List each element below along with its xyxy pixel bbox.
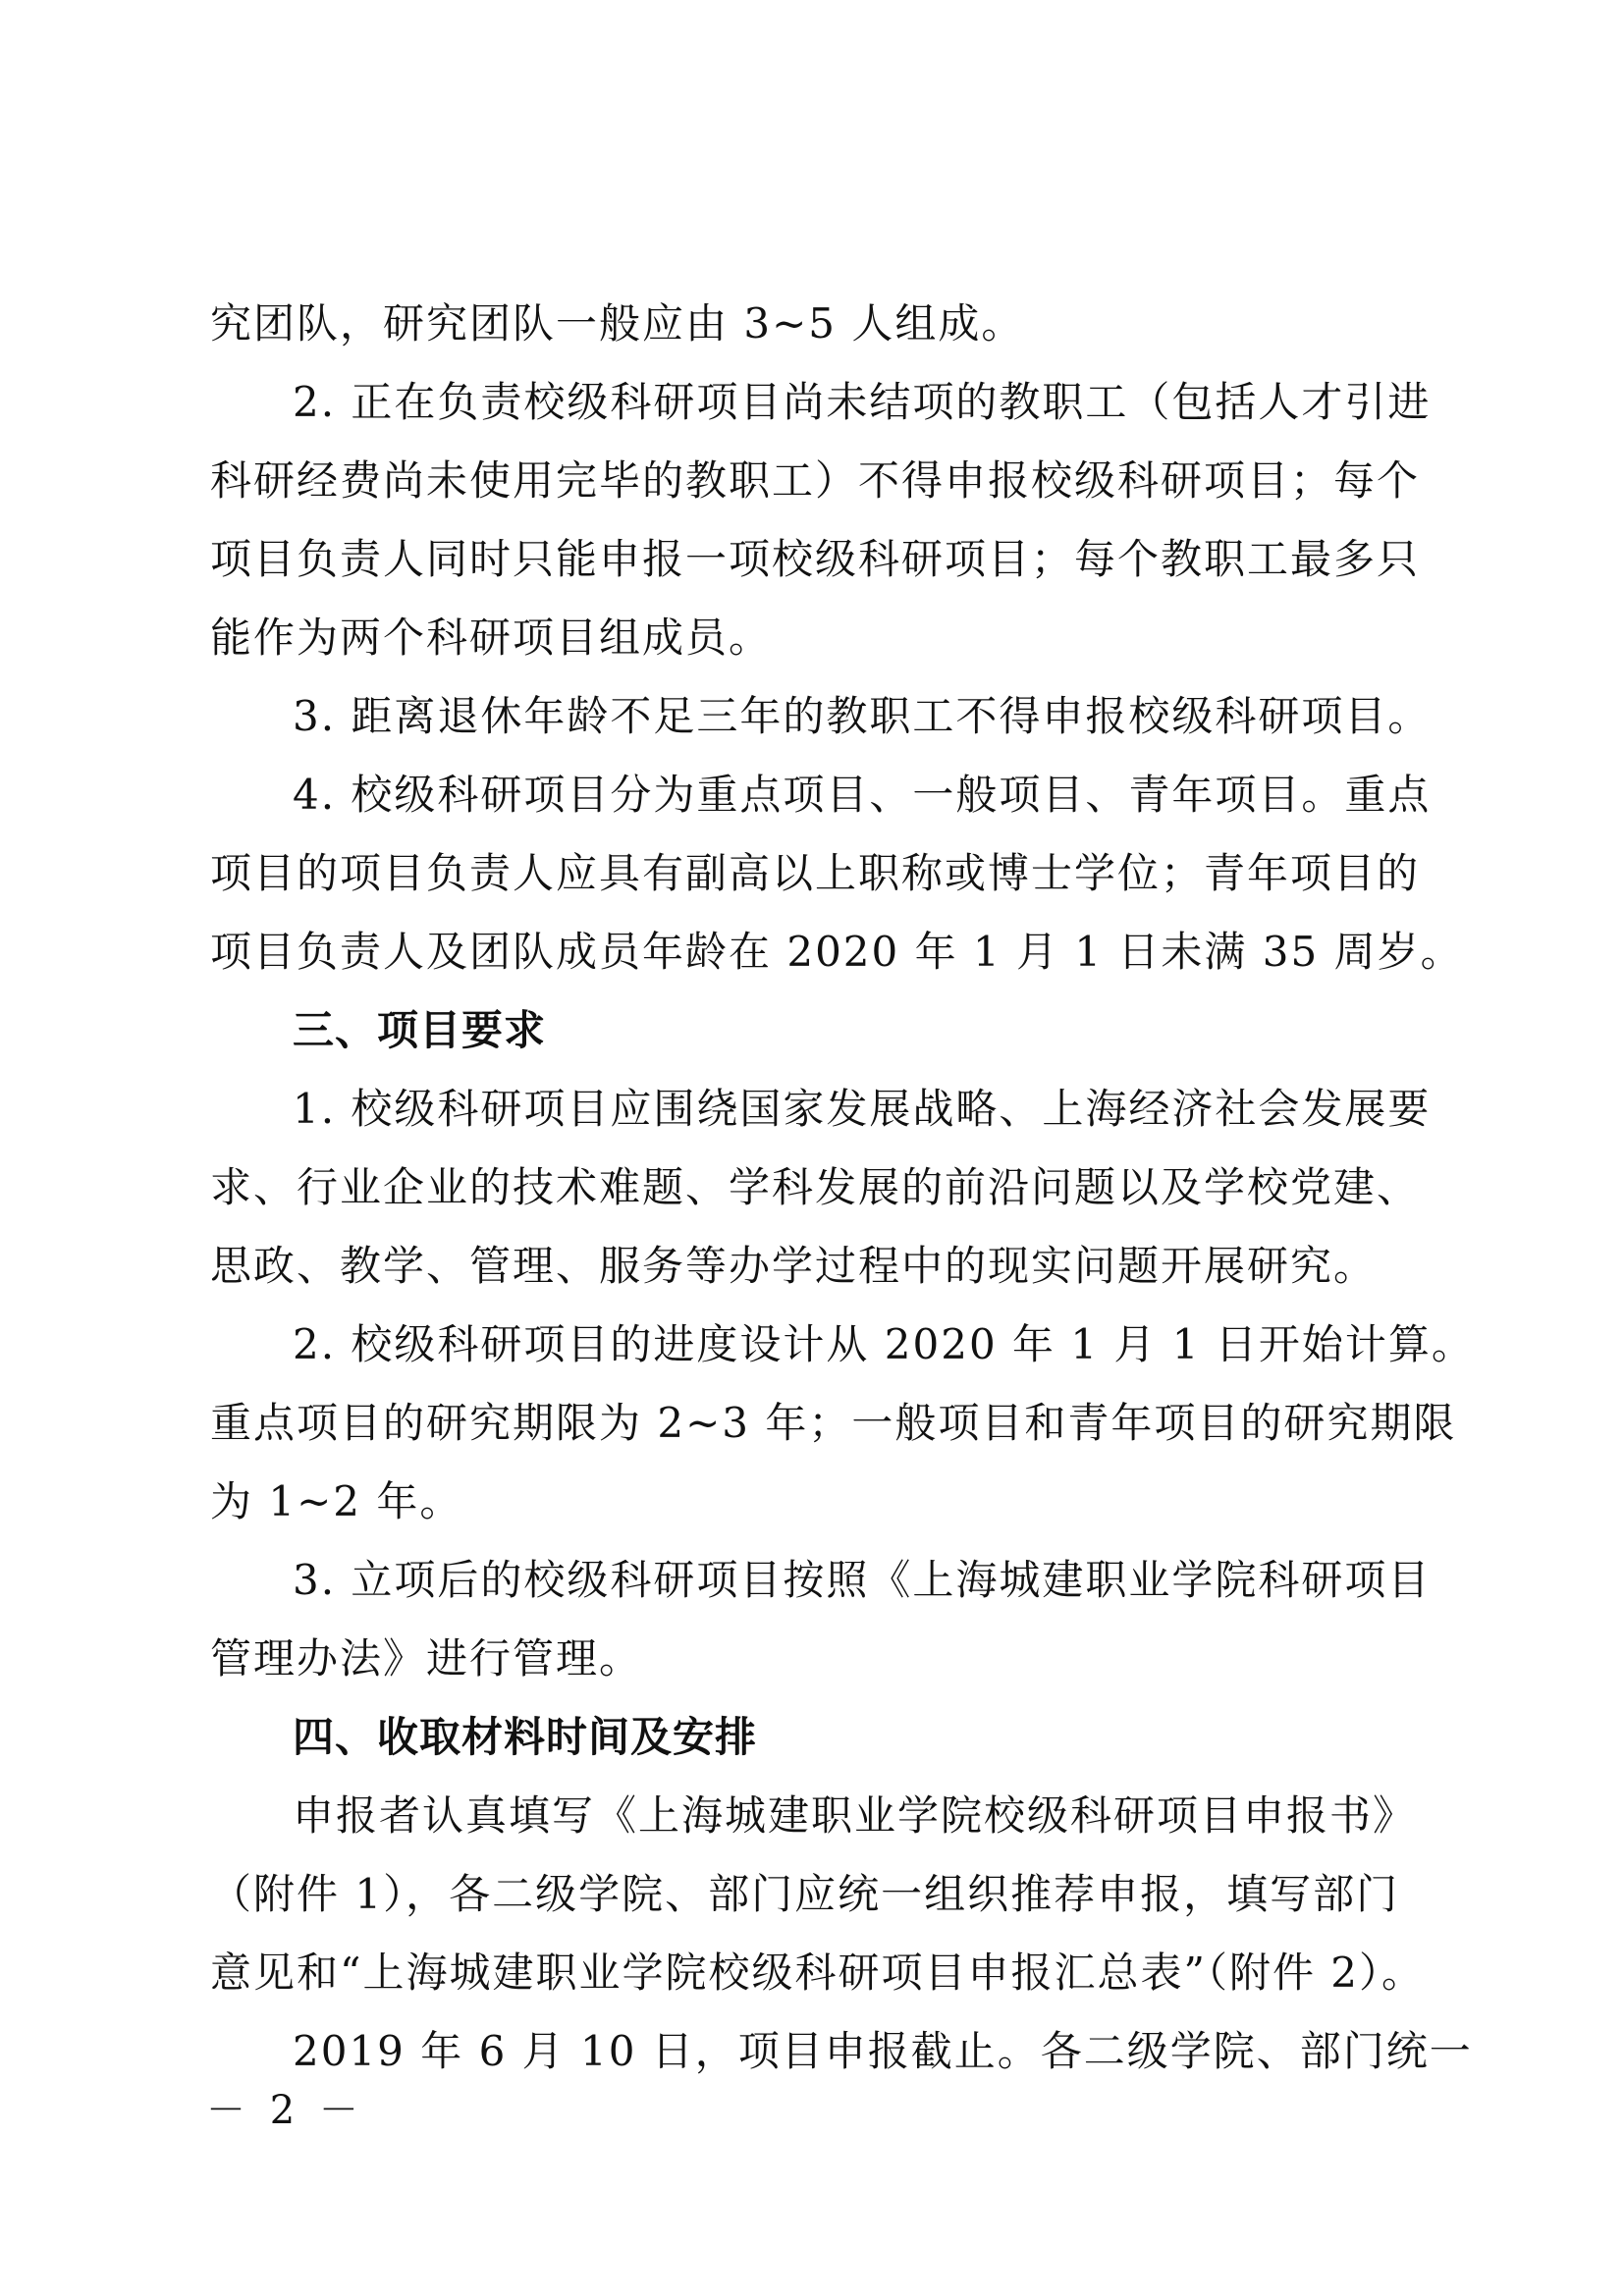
paragraph-line: 思政、教学、管理、服务等办学过程中的现实问题开展研究。 [210,1242,1378,1290]
paragraph-line: 科研经费尚未使用完毕的教职工）不得申报校级科研项目；每个 [210,456,1421,505]
paragraph-line: 为 1~2 年。 [210,1477,463,1525]
paragraph-line: （附件 1），各二级学院、部门应统一组织推荐申报，填写部门 [210,1870,1400,1918]
paragraph-line: 项目负责人及团队成员年龄在 2020 年 1 月 1 日未满 35 周岁。 [210,928,1464,976]
page-number: － 2 － [206,2088,364,2133]
paragraph-line: 能作为两个科研项目组成员。 [210,614,773,662]
section-heading-schedule: 四、收取材料时间及安排 [293,1713,758,1761]
paragraph-line: 求、行业企业的技术难题、学科发展的前沿问题以及学校党建、 [210,1163,1421,1211]
paragraph-line: 2. 正在负责校级科研项目尚未结项的教职工（包括人才引进 [293,378,1432,426]
paragraph-line: 项目负责人同时只能申报一项校级科研项目；每个教职工最多只 [210,535,1421,583]
paragraph-line: 2. 校级科研项目的进度设计从 2020 年 1 月 1 日开始计算。 [293,1320,1475,1368]
paragraph-line: 重点项目的研究期限为 2~3 年；一般项目和青年项目的研究期限 [210,1399,1457,1447]
section-heading-requirements: 三、项目要求 [293,1006,547,1054]
paragraph-line: 1. 校级科研项目应围绕国家发展战略、上海经济社会发展要 [293,1085,1432,1133]
paragraph-line: 2019 年 6 月 10 日，项目申报截止。各二级学院、部门统一 [293,2027,1473,2075]
paragraph-line: 意见和“上海城建职业学院校级科研项目申报汇总表”（附件 2）。 [210,1949,1426,1997]
paragraph-line: 4. 校级科研项目分为重点项目、一般项目、青年项目。重点 [293,771,1432,819]
paragraph-line: 3. 距离退休年龄不足三年的教职工不得申报校级科研项目。 [293,692,1432,740]
paragraph-line: 管理办法》进行管理。 [210,1634,643,1682]
paragraph-line: 究团队，研究团队一般应由 3~5 人组成。 [210,299,1025,347]
paragraph-line: 项目的项目负责人应具有副高以上职称或博士学位；青年项目的 [210,849,1421,897]
paragraph-line: 3. 立项后的校级科研项目按照《上海城建职业学院科研项目 [293,1556,1432,1604]
document-body [210,285,1475,2091]
paragraph-line: 申报者认真填写《上海城建职业学院校级科研项目申报书》 [293,1791,1417,1840]
